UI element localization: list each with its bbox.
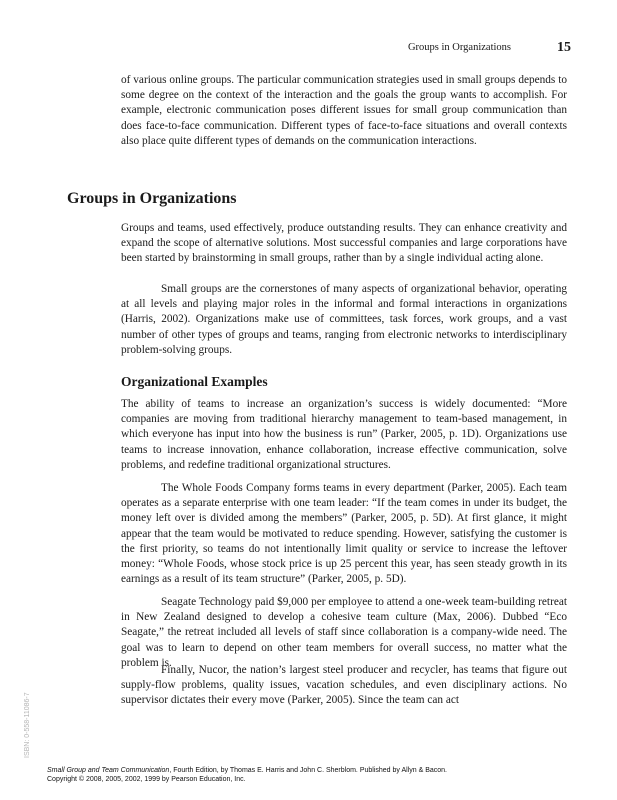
footer-line-1 bbox=[47, 766, 587, 775]
subsection-paragraph-4: Finally, Nucor, the nation’s largest steel producer and recycler, has teams that figure out supply-flow problems, quality issues, vacation schedules, and even disciplinary actions. No supervisor dictates their every move (Parker, 2005). Since the team can act bbox=[121, 664, 567, 707]
subsection-paragraph-2: The Whole Foods Company forms teams in every department (Parker, 2005). Each team operates as a separate enterprise with one team leader: “If the team comes in under its budget, the money left over is divided among the members” (Parker, 2005, p. 5D). At first glance, it might appear that the team would be motivated to reduce spending. However, satisfying the customer is the first priority, so teams do not intentionally limit quality or service to increase the leftover money: “Whole Foods, whose stock price is up 25 percent this year, has seen steady growth in its earnings as a result of its team structure” (Parker, 2005, p. 5D). bbox=[121, 482, 567, 586]
page-footer bbox=[47, 766, 587, 784]
footer-copyright: Copyright © 2008, 2005, 2002, 1999 by Pearson Education, Inc. bbox=[47, 776, 246, 783]
running-head bbox=[0, 40, 617, 56]
intro-paragraph: of various online groups. The particular communication strategies used in small groups depends to some degree on the context of the interaction and the goals the group wants to accomplish. For example, electronic communication poses different issues for small group communication than does face-to-face communication. Different types of face-to-face situations and overall contexts also place quite different types of demands on the communication interactions. bbox=[121, 74, 567, 147]
isbn-side-note: ISBN: 0-558-11086-7 bbox=[24, 692, 31, 758]
footer-line-1-rest: , Fourth Edition, by Thomas E. Harris and John C. Sherblom. Published by Allyn & Bacon. bbox=[169, 767, 447, 774]
footer-book-title: Small Group and Team Communication bbox=[47, 767, 170, 774]
page-number: 15 bbox=[557, 40, 571, 55]
section-paragraph-2: Small groups are the cornerstones of many aspects of organizational behavior, operating at all levels and playing major roles in the informal and formal interactions in organizations (Harris, 2002). Organizations make use of committees, task forces, work groups, and a vast number of other types of groups and teams, ranging from electronic networks to interdisciplinary problem-solving groups. bbox=[121, 283, 567, 356]
subsection-heading: Organizational Examples bbox=[121, 374, 268, 389]
section-paragraph-1: Groups and teams, used effectively, produce outstanding results. They can enhance creativity and expand the scope of alternative solutions. Most successful companies and large corporations have been started by brainstorming in small groups, rather than by a single individual acting alone. bbox=[121, 222, 567, 265]
subsection-paragraph-1: The ability of teams to increase an organization’s success is widely documented: “More companies are moving from traditional hierarchy management to team-based management, in which everyone has input into how the business is run” (Parker, 2005, p. 1D). Organizations use teams to increase innovation, enhance collaboration, increase effective communication, solve problems, and redefine traditional organizational structures. bbox=[121, 398, 567, 471]
section-heading: Groups in Organizations bbox=[67, 190, 237, 207]
subsection-paragraph-3: Seagate Technology paid $9,000 per employee to attend a one-week team-building retreat in New Zealand designed to develop a cohesive team culture (Max, 2006). Dubbed “Eco Seagate,” the retreat included all levels of staff since collaboration is a company-wide need. The goal was to learn to depend on other team members for overall success, no matter what the problem is. bbox=[121, 596, 567, 669]
running-head-title: Groups in Organizations bbox=[407, 42, 511, 53]
